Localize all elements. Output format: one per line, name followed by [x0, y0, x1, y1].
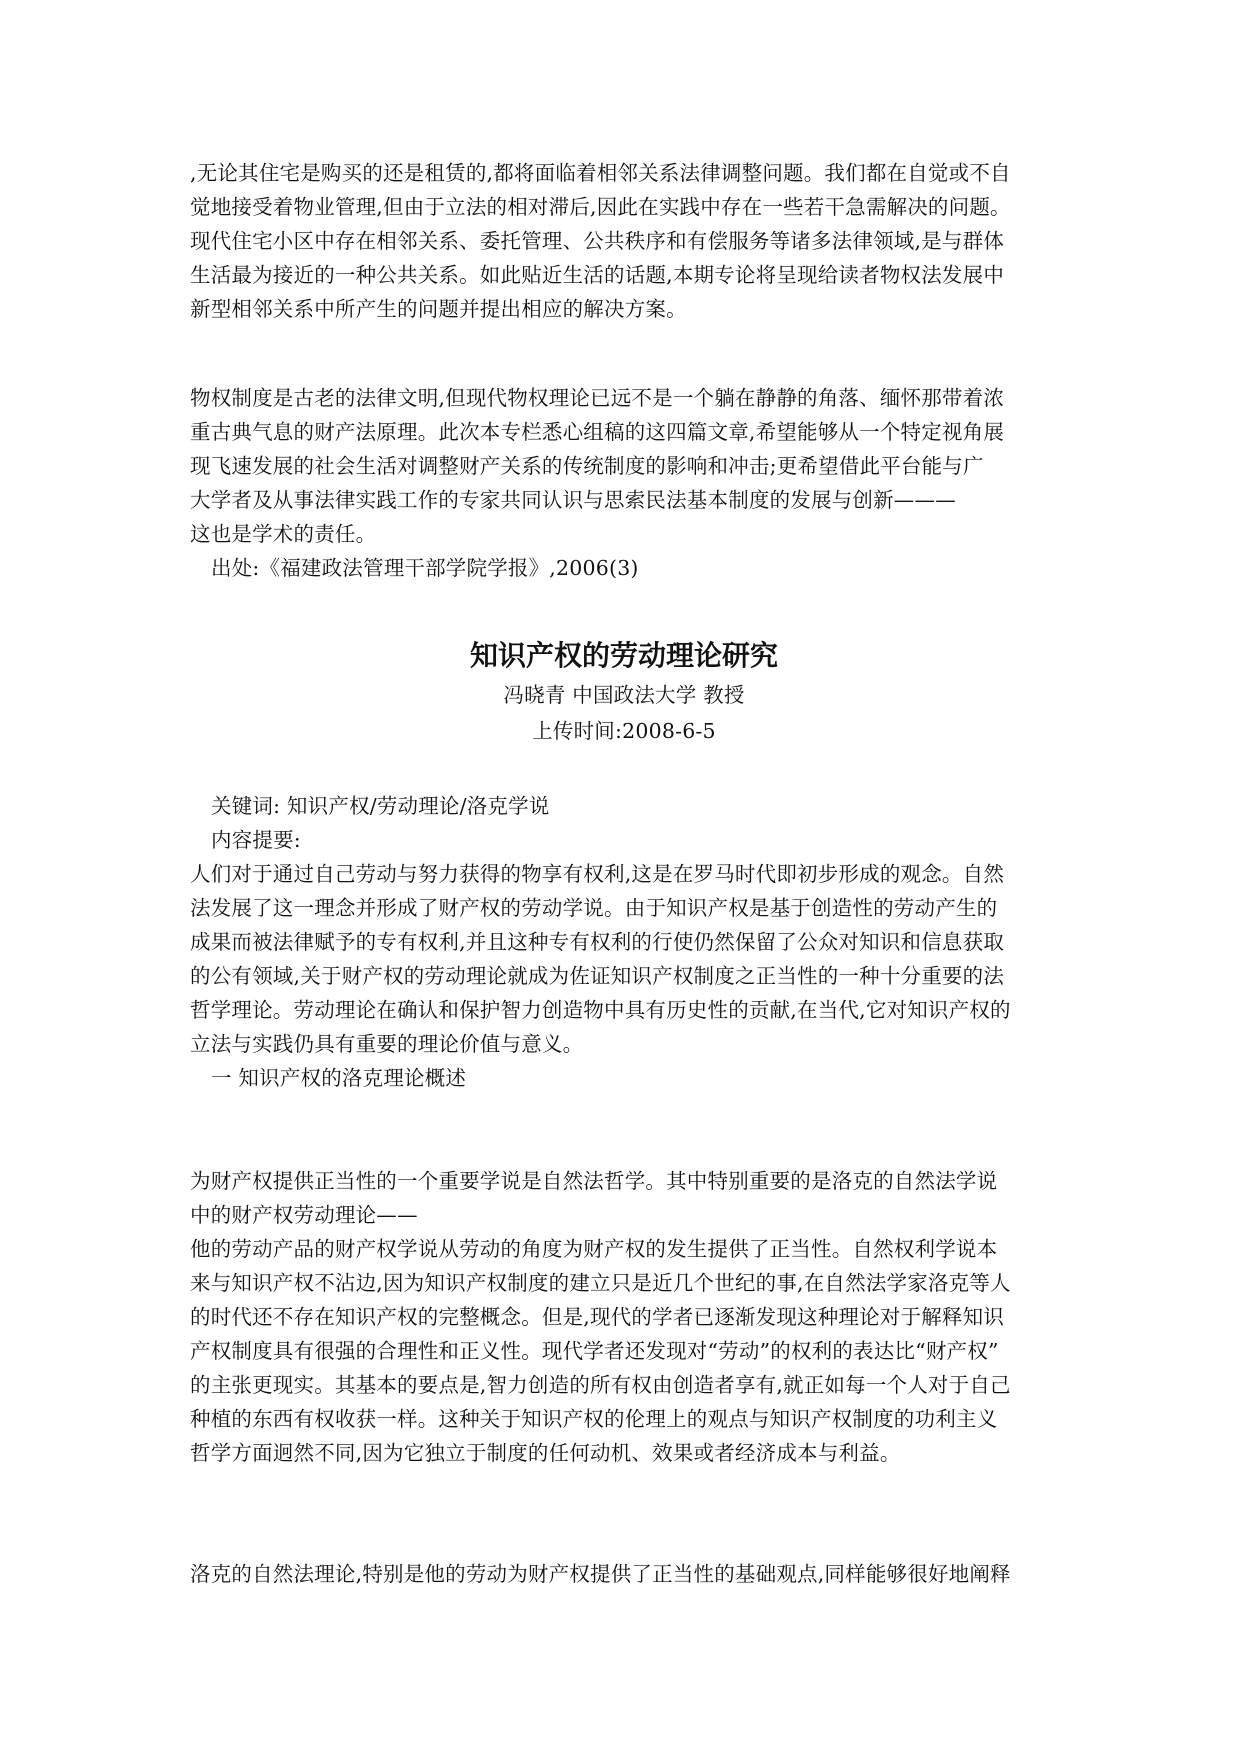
- keywords: 关键词: 知识产权/劳动理论/洛克学说: [211, 794, 550, 818]
- text-line: 的时代还不存在知识产权的完整概念。但是,现代的学者已逐渐发现这种理论对于解释知识: [190, 1305, 1005, 1329]
- text-line: 成果而被法律赋予的专有权利,并且这种专有权利的行使仍然保留了公众对知识和信息获取: [190, 930, 1005, 954]
- intro-paragraph-1: [190, 156, 1058, 326]
- text-line: 为财产权提供正当性的一个重要学说是自然法哲学。其中特别重要的是洛克的自然法学说: [190, 1169, 998, 1193]
- text-line: 来与知识产权不沾边,因为知识产权制度的建立只是近几个世纪的事,在自然法学家洛克等人: [190, 1271, 1011, 1295]
- source-citation: 出处:《福建政法管理干部学院学报》,2006(3): [211, 556, 639, 580]
- abstract-label: 内容提要:: [211, 828, 301, 852]
- text-line: 的主张更现实。其基本的要点是,智力创造的所有权由创造者享有,就正如每一个人对于自己: [190, 1373, 1011, 1397]
- text-line: 生活最为接近的一种公共关系。如此贴近生活的话题,本期专论将呈现给读者物权法发展中: [190, 263, 1005, 287]
- text-line: 人们对于通过自己劳动与努力获得的物享有权利,这是在罗马时代即初步形成的观念。自然: [190, 862, 1005, 886]
- body-paragraph-1: [190, 1164, 1058, 1470]
- text-line: 新型相邻关系中所产生的问题并提出相应的解决方案。: [190, 297, 687, 321]
- text-line: 种植的东西有权收获一样。这种关于知识产权的伦理上的观点与知识产权制度的功利主义: [190, 1407, 998, 1431]
- section-heading: 一 知识产权的洛克理论概述: [211, 1066, 467, 1090]
- text-line: ,无论其住宅是购买的还是租赁的,都将面临着相邻关系法律调整问题。我们都在自觉或不自: [190, 161, 1011, 185]
- text-line: 物权制度是古老的法律文明,但现代物权理论已远不是一个躺在静静的角落、缅怀那带着浓: [190, 386, 1005, 410]
- text-line: 中的财产权劳动理论——: [190, 1203, 418, 1227]
- article-header: [190, 636, 1058, 676]
- upload-time: 上传时间:2008-6-5: [532, 719, 716, 743]
- text-line: 他的劳动产品的财产权学说从劳动的角度为财产权的发生提供了正当性。自然权利学说本: [190, 1237, 998, 1261]
- text-line: 哲学方面迥然不同,因为它独立于制度的任何动机、效果或者经济成本与利益。: [190, 1441, 901, 1465]
- text-line: 洛克的自然法理论,特别是他的劳动为财产权提供了正当性的基础观点,同样能够很好地阐释: [190, 1562, 1011, 1586]
- article-meta: [190, 678, 1058, 748]
- text-line: 大学者及从事法律实践工作的专家共同认识与思索民法基本制度的发展与创新———: [190, 488, 956, 512]
- text-line: 的公有领域,关于财产权的劳动理论就成为佐证知识产权制度之正当性的一种十分重要的法: [190, 964, 1005, 988]
- text-line: 法发展了这一理念并形成了财产权的劳动学说。由于知识产权是基于创造性的劳动产生的: [190, 896, 998, 920]
- text-line: 觉地接受着物业管理,但由于立法的相对滞后,因此在实践中存在一些若干急需解决的问题。: [190, 195, 1011, 219]
- article-title: 知识产权的劳动理论研究: [469, 639, 778, 672]
- text-line: 立法与实践仍具有重要的理论价值与意义。: [190, 1032, 584, 1056]
- text-line: 现代住宅小区中存在相邻关系、委托管理、公共秩序和有偿服务等诸多法律领域,是与群体: [190, 229, 1005, 253]
- body-paragraph-2: [190, 1557, 1058, 1591]
- text-line: 重古典气息的财产法原理。此次本专栏悉心组稿的这四篇文章,希望能够从一个特定视角展: [190, 420, 1005, 444]
- text-line: 哲学理论。劳动理论在确认和保护智力创造物中具有历史性的贡献,在当代,它对知识产权的: [190, 998, 1011, 1022]
- text-line: 现飞速发展的社会生活对调整财产关系的传统制度的影响和冲击;更希望借此平台能与广: [190, 454, 984, 478]
- article-abstract: [190, 789, 1058, 1095]
- intro-paragraph-2: [190, 381, 1058, 585]
- text-line: 这也是学术的责任。: [190, 522, 377, 546]
- text-line: 产权制度具有很强的合理性和正义性。现代学者还发现对“劳动”的权利的表达比“财产权”: [190, 1339, 999, 1363]
- article-author: 冯晓青 中国政法大学 教授: [503, 683, 745, 707]
